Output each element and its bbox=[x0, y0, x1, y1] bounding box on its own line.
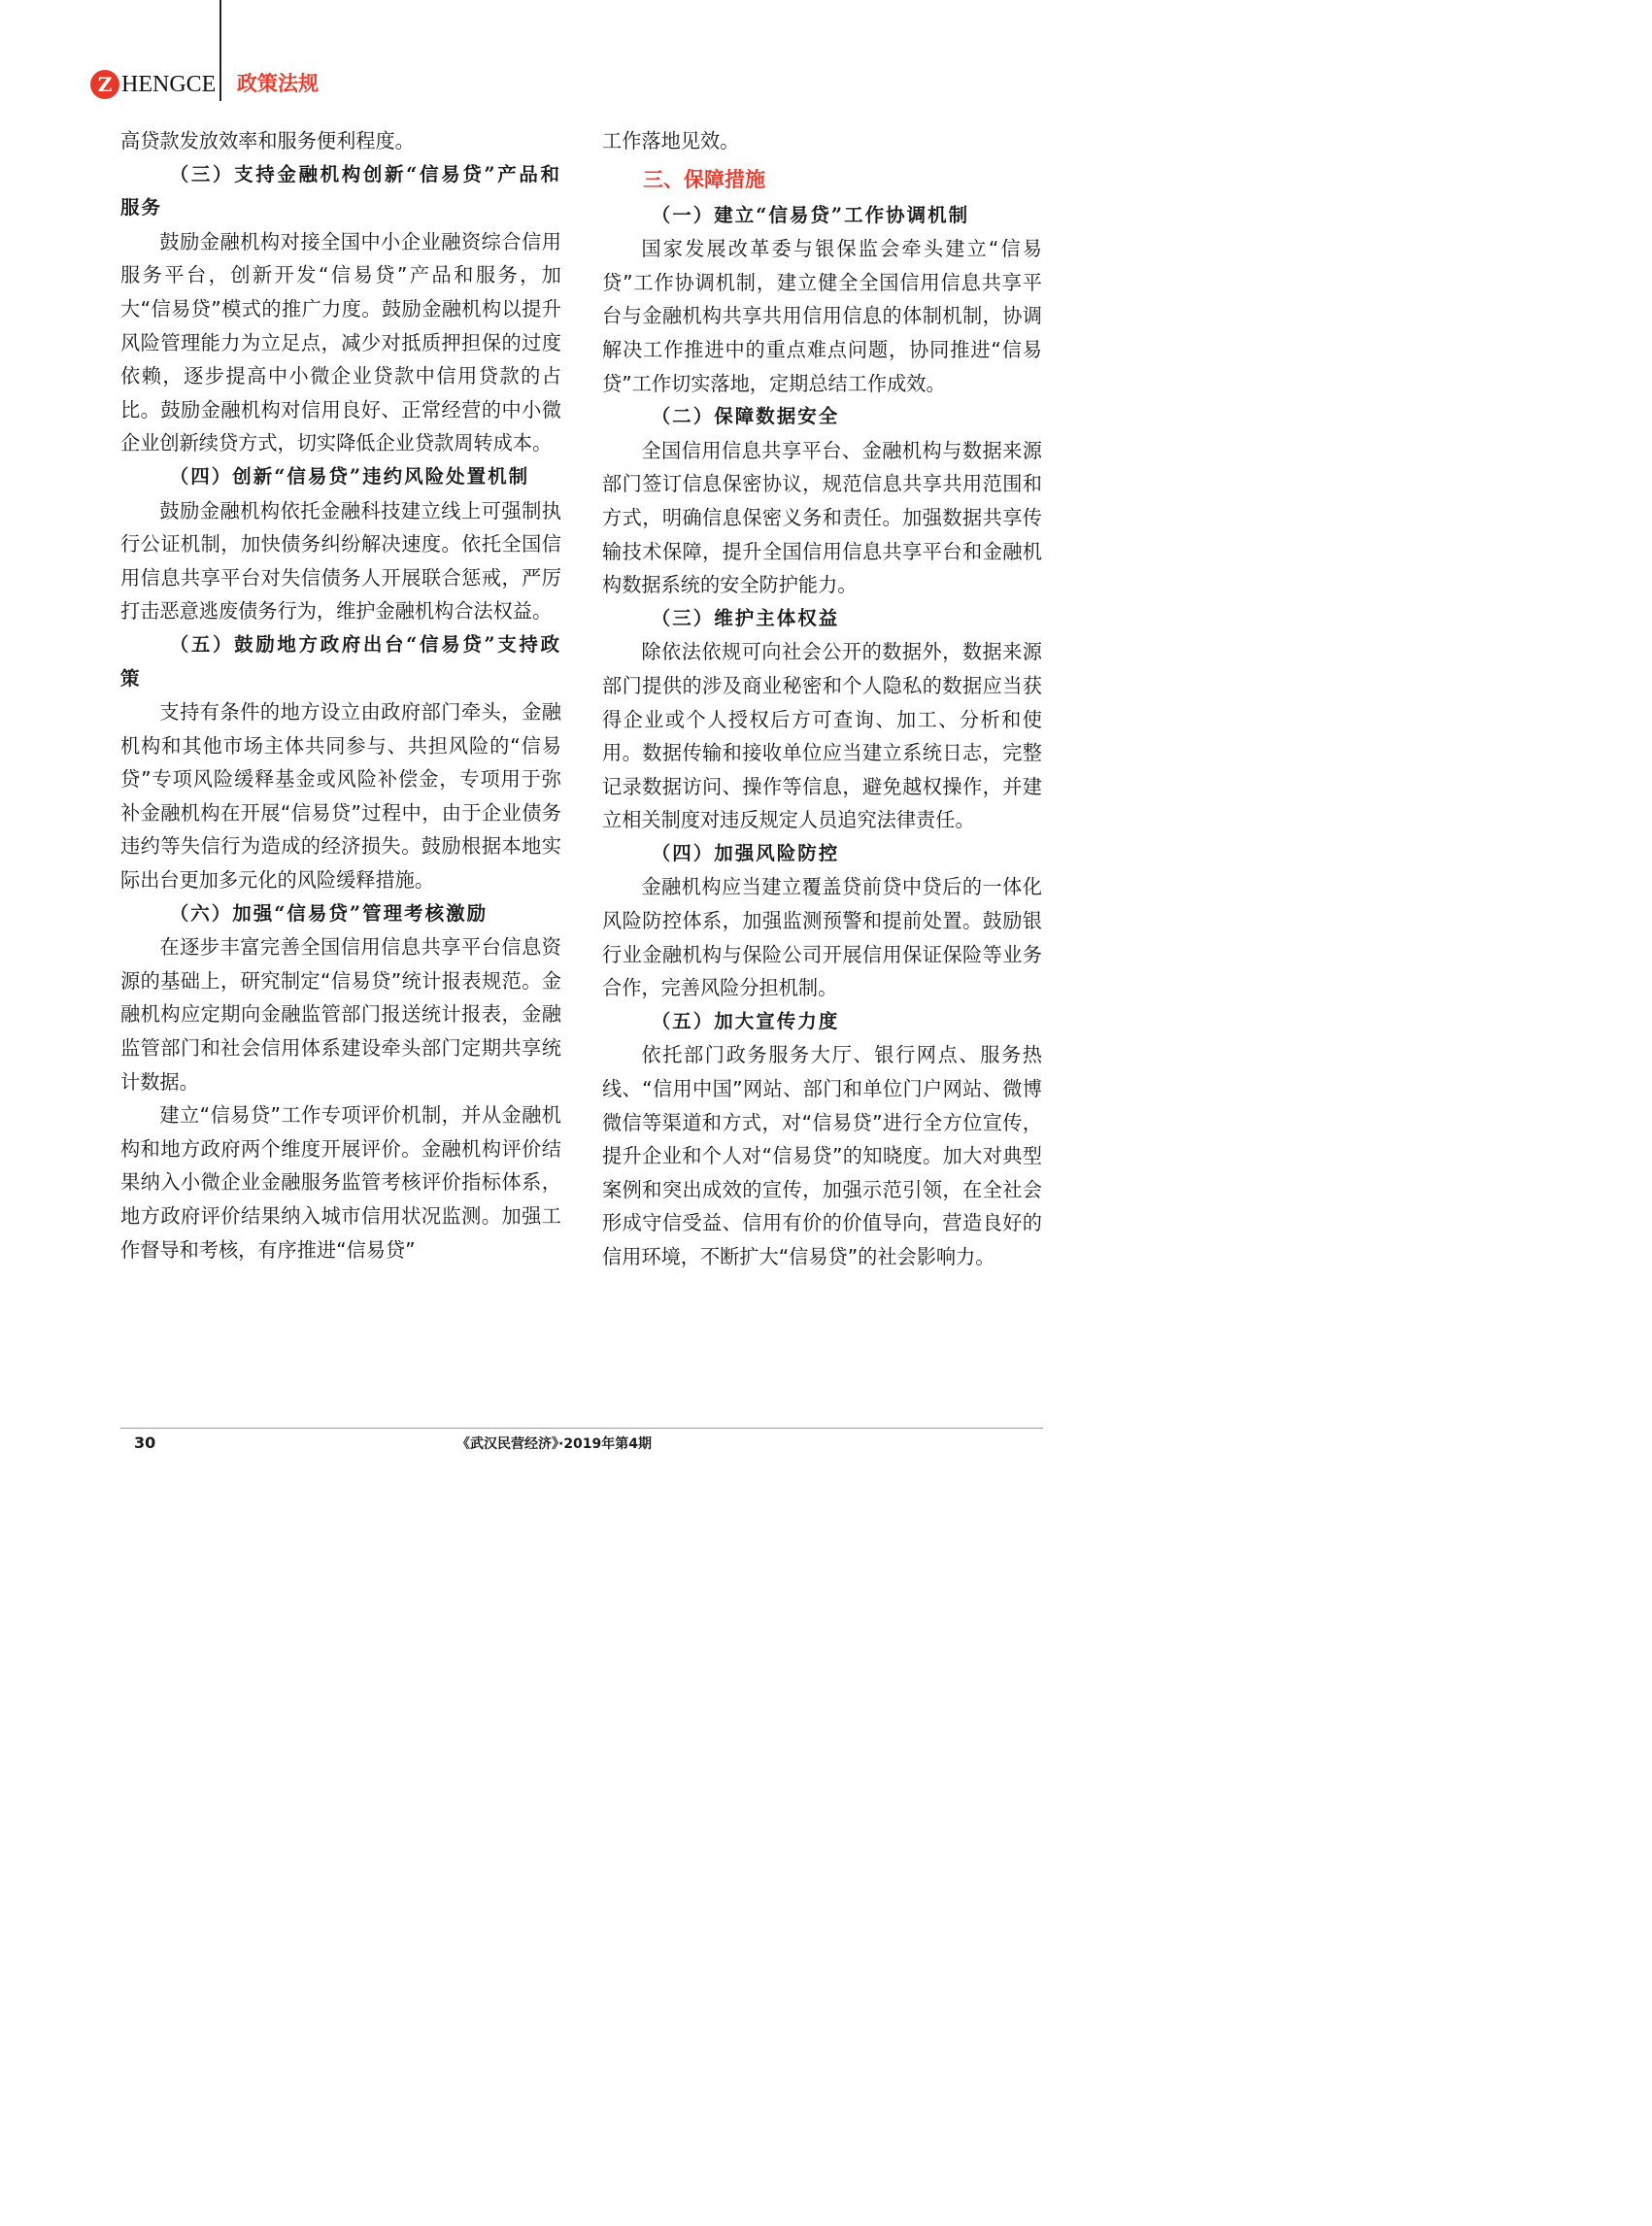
subsection-heading: （五）鼓励地方政府出台“信易贷”支持政策 bbox=[120, 632, 561, 690]
magazine-logo bbox=[90, 70, 216, 99]
logo-letter-icon: Z bbox=[90, 70, 119, 99]
subsection-heading: （一）建立“信易贷”工作协调机制 bbox=[651, 203, 970, 226]
paragraph: 鼓励金融机构对接全国中小企业融资综合信用服务平台，创新开发“信易贷”产品和服务，加大“信易贷”模式的推广力度。鼓励金融机构以提升风险管理能力为立足点，减少对抵质押担保的过度依赖，逐步提高中小微企业贷款中信用贷款的占比。鼓励金融机构对信用良好、正常经营的中小微企业创新续贷方式，切实降低企业贷款周转成本。 bbox=[120, 229, 561, 455]
paragraph: 金融机构应当建立覆盖贷前贷中贷后的一体化风险防控体系，加强监测预警和提前处置。鼓励银行业金融机构与保险公司开展信用保证保险等业务合作，完善风险分担机制。 bbox=[602, 875, 1042, 1000]
left-column bbox=[120, 124, 561, 1266]
page-number: 30 bbox=[134, 1433, 156, 1452]
paragraph: 高贷款发放效率和服务便利程度。 bbox=[120, 129, 415, 152]
publication-info: 《武汉民营经济》·2019年第4期 bbox=[456, 1436, 653, 1452]
paragraph: 鼓励金融机构依托金融科技建立线上可强制执行公证机制，加快债务纠纷解决速度。依托全国信用信息共享平台对失信债务人开展联合惩戒，严厉打击恶意逃废债务行为，维护金融机构合法权益。 bbox=[120, 498, 561, 624]
paragraph: 支持有条件的地方设立由政府部门牵头，金融机构和其他市场主体共同参与、共担风险的“信易贷”专项风险缓释基金或风险补偿金，专项用于弥补金融机构在开展“信易贷”过程中，由于企业债务违约等失信行为造成的经济损失。鼓励根据本地实际出台更加多元化的风险缓释措施。 bbox=[120, 700, 561, 893]
paragraph: 国家发展改革委与银保监会牵头建立“信易贷”工作协调机制，建立健全全国信用信息共享平台与金融机构共享共用信用信息的体制机制，协调解决工作推进中的重点难点问题，协同推进“信易贷”工作切实落地，定期总结工作成效。 bbox=[602, 237, 1042, 395]
paragraph: 全国信用信息共享平台、金融机构与数据来源部门签订信息保密协议，规范信息共享共用范围和方式，明确信息保密义务和责任。加强数据共享传输技术保障，提升全国信用信息共享平台和金融机构数据系统的安全防护能力。 bbox=[602, 438, 1042, 597]
section-heading: 三、保障措施 bbox=[643, 167, 765, 191]
section-title: 政策法规 bbox=[237, 72, 319, 95]
paragraph: 依托部门政务服务大厅、银行网点、服务热线、“信用中国”网站、部门和单位门户网站、微博微信等渠道和方式，对“信易贷”进行全方位宣传，提升企业和个人对“信易贷”的知晓度。加大对典型案例和突出成效的宣传，加强示范引领，在全社会形成守信受益、信用有价的价值导向，营造良好的信用环境，不断扩大“信易贷”的社会影响力。 bbox=[602, 1043, 1042, 1268]
paragraph: 除依法依规可向社会公开的数据外，数据来源部门提供的涉及商业秘密和个人隐私的数据应当获得企业或个人授权后方可查询、加工、分析和使用。数据传输和接收单位应当建立系统日志，完整记录数据访问、操作等信息，避免越权操作，并建立相关制度对违反规定人员追究法律责任。 bbox=[602, 640, 1042, 832]
subsection-heading: （三）维护主体权益 bbox=[651, 606, 840, 629]
subsection-heading: （二）保障数据安全 bbox=[651, 405, 840, 428]
subsection-heading: （五）加大宣传力度 bbox=[651, 1009, 840, 1032]
paragraph: 建立“信易贷”工作专项评价机制，并从金融机构和地方政府两个维度开展评价。金融机构评价结果纳入小微企业金融服务监管考核评价指标体系，地方政府评价结果纳入城市信用状况监测。加强工作督导和考核，有序推进“信易贷” bbox=[120, 1103, 561, 1262]
right-column bbox=[602, 124, 1042, 1274]
logo-text: HENGCE bbox=[121, 71, 217, 97]
subsection-heading: （六）加强“信易贷”管理考核激励 bbox=[169, 901, 489, 925]
subsection-heading: （三）支持金融机构创新“信易贷”产品和服务 bbox=[120, 162, 561, 219]
header-divider bbox=[219, 0, 221, 101]
paragraph: 工作落地见效。 bbox=[602, 129, 740, 152]
paragraph: 在逐步丰富完善全国信用信息共享平台信息资源的基础上，研究制定“信易贷”统计报表规范。金融机构应定期向金融监管部门报送统计报表，金融监管部门和社会信用体系建设牵头部门定期共享统计数据。 bbox=[120, 935, 561, 1094]
footer-divider bbox=[120, 1428, 1043, 1429]
subsection-heading: （四）创新“信易贷”违约风险处置机制 bbox=[169, 464, 530, 488]
subsection-heading: （四）加强风险防控 bbox=[651, 841, 840, 864]
